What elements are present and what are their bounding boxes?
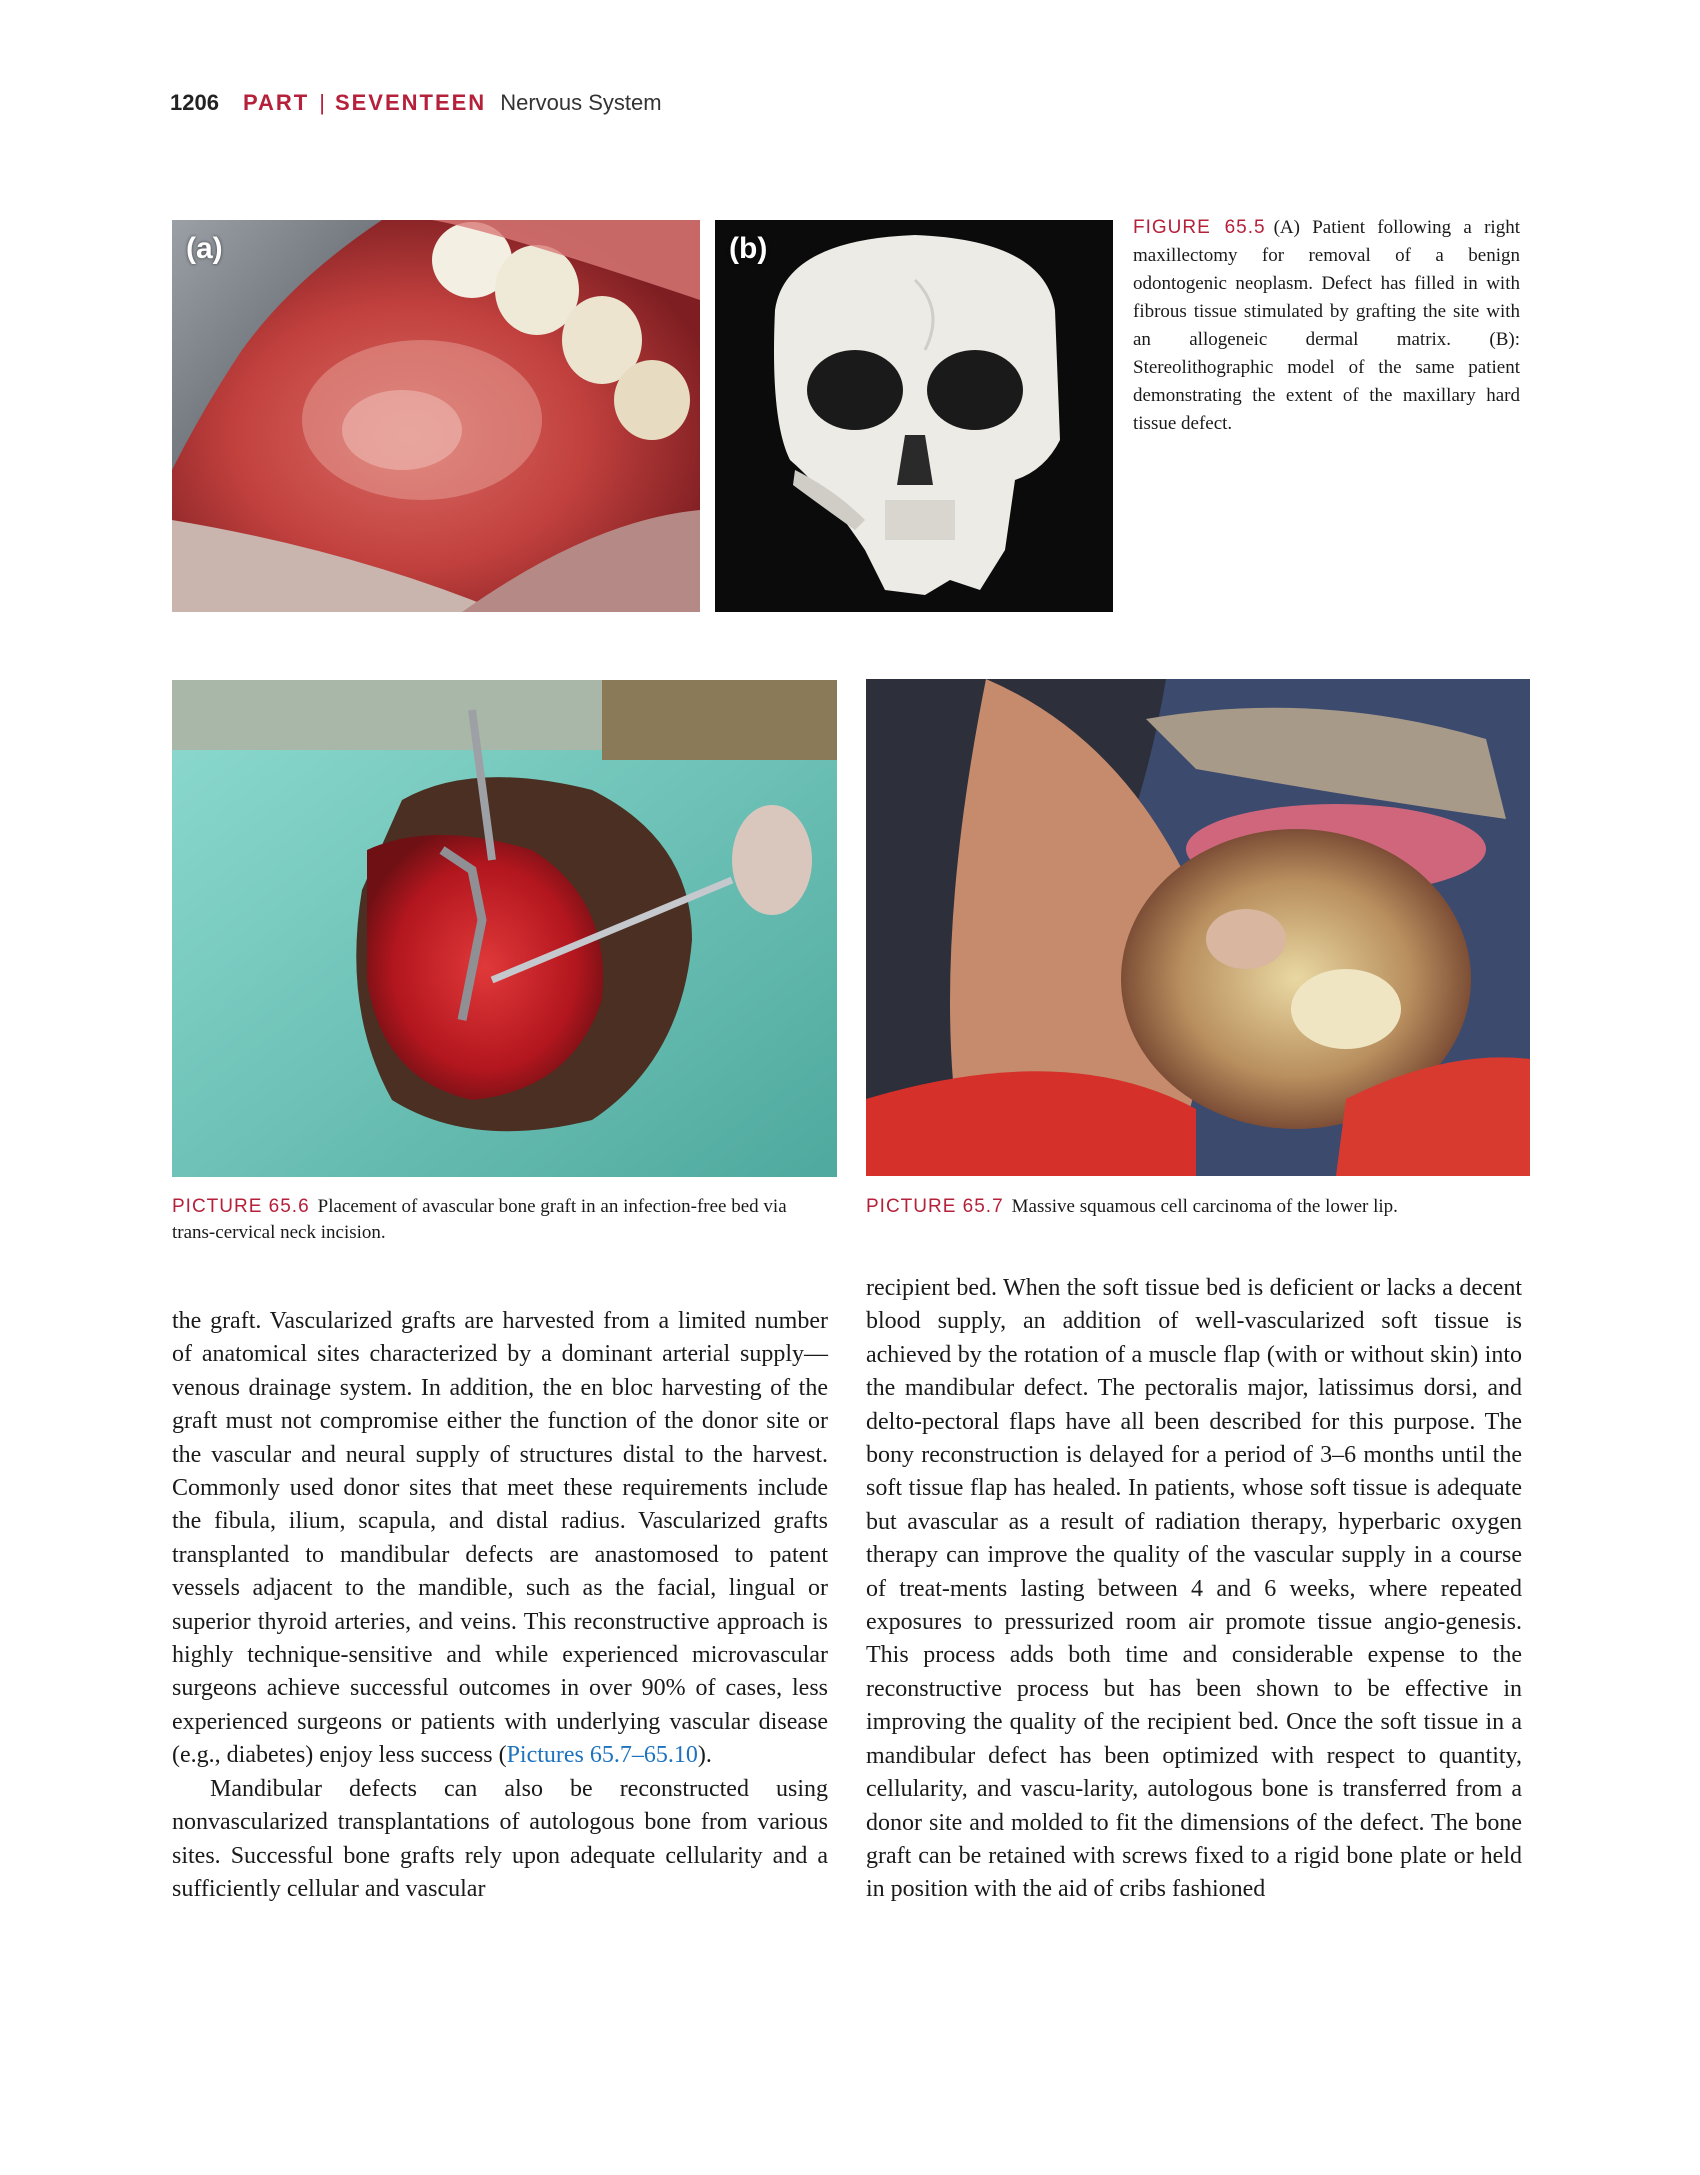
- picture-65-7-photo: [866, 679, 1530, 1176]
- right-paragraph-1: recipient bed. When the soft tissue bed is deficient or lacks a decent blood supply, an addition of well-vascularized soft tissue is achieved by the rotation of a muscle flap (with or without skin) into the mandibular defect. The pectoralis major, latissimus dorsi, and delto-pectoral flaps have all been described for this purpose. The bony reconstruction is delayed for a period of 3–6 months until the soft tissue flap has healed. In patients, whose soft tissue is adequate but avascular as a result of radiation therapy, hyperbaric oxygen therapy can improve the quality of the vascular supply in a course of treat-ments lasting between 4 and 6 weeks, where repeated exposures to pressurized room air promote tissue angio-genesis. This process adds both time and considerable expense to the reconstructive process but has been shown to be effective in improving the quality of the recipient bed. Once the soft tissue in a mandibular defect has been optimized with respect to quantity, cellularity, and vascu-larity, autologous bone is transferred from a donor site and molded to fit the dimensions of the defect. The bone graft can be retained with screws fixed to a rigid bone plate or held in position with the aid of cribs fashioned: [866, 1275, 1522, 1903]
- figure-65-5-label: FIGURE 65.5: [1133, 217, 1266, 238]
- figure-65-5b-photo: [715, 220, 1113, 612]
- picture-65-6-label: PICTURE 65.6: [172, 1196, 310, 1217]
- picture-65-6-photo: [172, 680, 837, 1177]
- lip-carcinoma-illustration: [866, 679, 1530, 1176]
- picture-65-7-caption: [866, 1194, 1530, 1220]
- left-paragraph-1-text: the graft. Vascularized grafts are harvested from a limited number of anatomical sites characterized by a dominant arterial supply—venous drainage system. In addition, the en bloc harvesting of the graft must not compromise either the function of the donor site or the vascular and neural supply of structures distal to the harvest. Commonly used donor sites that meet these requirements include the fibula, ilium, scapula, and distal radius. Vascularized grafts transplanted to mandibular defects are anastomosed to patent vessels adjacent to the mandible, such as the facial, lingual or superior thyroid arteries, and veins. This reconstructive approach is highly technique-sensitive and while experienced microvascular surgeons achieve successful outcomes in over 90% of cases, less experienced surgeons or patients with underlying vascular disease (e.g., diabetes) enjoy less success (: [172, 1308, 828, 1769]
- part-number: SEVENTEEN: [334, 90, 487, 115]
- header-separator: |: [319, 90, 325, 115]
- page-number: 1206: [170, 90, 219, 115]
- left-column: [172, 1305, 828, 1906]
- surgical-field-illustration: [172, 680, 837, 1177]
- pictures-reference-link[interactable]: Pictures 65.7–65.10: [506, 1742, 698, 1769]
- skull-model-illustration: [715, 220, 1113, 612]
- left-paragraph-1-end: ).: [697, 1742, 712, 1769]
- figure-65-5-caption: [1133, 214, 1520, 438]
- right-column: [866, 1272, 1522, 1907]
- left-paragraph-1: [172, 1305, 828, 1773]
- picture-65-7-label: PICTURE 65.7: [866, 1196, 1004, 1217]
- panel-a-label: (a): [186, 232, 223, 265]
- figure-65-5a-photo: [172, 220, 700, 612]
- figure-65-5-caption-text: (A) Patient following a right maxillectomy for removal of a benign odontogenic neoplasm. Defect has filled in with fibrous tissue stimulated by grafting the site with an allogeneic dermal matrix. (B): Stereolithographic model of the same patient demonstrating the extent of the maxillary hard tissue defect.: [1133, 217, 1520, 434]
- intraoral-illustration: [172, 220, 700, 612]
- picture-65-6-caption: [172, 1194, 832, 1246]
- picture-65-6-caption-text: Placement of avascular bone graft in an infection-free bed via trans-cervical neck incision.: [172, 1196, 787, 1243]
- left-paragraph-2: Mandibular defects can also be reconstructed using nonvascularized transplantations of autologous bone from various sites. Successful bone grafts rely upon adequate cellularity and a sufficiently cellular and vascular: [172, 1775, 828, 1902]
- running-header: [170, 90, 662, 124]
- part-label: PART: [242, 90, 310, 115]
- panel-b-label: (b): [729, 232, 768, 265]
- section-title: Nervous System: [500, 90, 662, 115]
- picture-65-7-caption-text: Massive squamous cell carcinoma of the lower lip.: [1011, 1196, 1398, 1217]
